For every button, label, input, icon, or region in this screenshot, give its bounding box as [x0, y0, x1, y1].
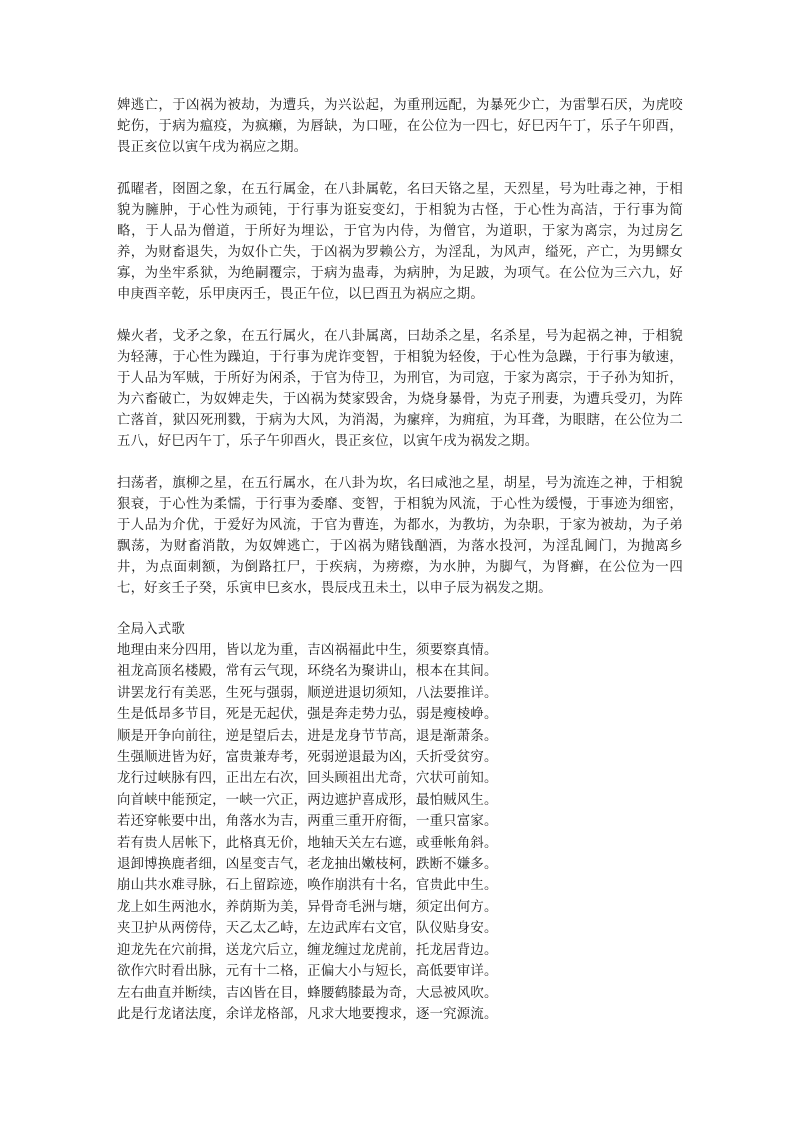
paragraph-guyao: 孤曜者，囹圄之象，在五行属金，在八卦属乾，名曰天铬之星，天烈星，号为吐毒之神，于相貌为臃肿，于心性为顽钝，于行事为诳妄变幻，于相貌为古怪，于心性为高洁，于行事为简略，于人品为僧道，于所好为埋讼，于官为内侍，为僧官，为道职，于家为离宗，为过房乞养，为财畜退失，为奴仆亡失，于凶祸为罗赖公方，为淫乱，为风声，缢死，产亡，为男鳏女寡，为坐牢系狱，为绝嗣覆宗，于病为蛊毒，为病肿，为足跛，为项气。在公位为三六九，好申庚酉辛乾，乐甲庚丙壬，畏正午位，以巳酉丑为祸应之期。: [117, 182, 683, 302]
poem-line: 地理由来分四用，皆以龙为重，吉凶祸福此中生，须要察真情。: [117, 643, 498, 658]
poem-line: 欲作穴时看出脉，元有十二格，正偏大小与短长，高低要审详。: [117, 964, 498, 980]
poem-line: 崩山共水难寻脉，石上留踪迹，唤作崩洪有十名，官贵此中生。: [117, 878, 498, 894]
poem-line: 若还穿帐要中出，角落水为吉，两重三重开府衙，一重只富家。: [117, 814, 498, 830]
poem-line: 龙行过峡脉有四，正出左右次，回头顾祖出尤奇，穴状可前知。: [117, 771, 498, 787]
poem-line: 左右曲直并断续，吉凶皆在目，蜂腰鹤膝最为奇，大忌被风吹。: [117, 985, 498, 1001]
poem-title: 全局入式歌: [117, 622, 185, 637]
poem-line: 祖龙高顶名楼殿，常有云气现，环绕名为聚讲山，根本在其间。: [117, 664, 498, 680]
poem-line: 生强顺进皆为好，富贵兼寿考，死弱逆退最为凶，夭折受贫穷。: [117, 750, 498, 766]
poem-line: 夹卫护从两傍侍，天乙太乙峙，左边武库右文官，队仪贴身安。: [117, 921, 498, 937]
poem-line: 顺是开争向前往，逆是望后去，进是龙身节节高，退是渐萧条。: [117, 728, 498, 744]
poem-line: 讲罢龙行有美恶，生死与强弱，顺逆进退切须知，八法要推详。: [117, 685, 498, 701]
poem-line: 向首峡中能预定，一峡一穴正，两边遮护喜成形，最怕贼风生。: [117, 792, 498, 808]
poem-line: 退卸博换鹿者细，凶星变吉气，老龙抽出嫩枝柯，跌断不嫌多。: [117, 857, 498, 873]
paragraph-zaohuo: 燥火者，戈矛之象，在五行属火，在八卦属离，曰劫杀之星，名杀星，号为起祸之神，于相貌为轻薄，于心性为躁迫，于行事为虎诈变智，于相貌为轻俊，于心性为急躁，于行事为敏速，于人品为军贼，于所好为闲杀，于官为侍卫，为刑官，为司寇，于家为离宗，于子孙为知折，为六畜破亡，为奴婢走失，于凶祸为焚家毁舍，为烧身暴骨，为克子刑妻，为遭兵受刃，为阵亡落首，狱囚死刑戮，于病为大风，为消渴，为瘰痒，为痈疽，为耳聋，为眼瞎，在公位为二五八，好巳丙午丁，乐子午卯酉火，畏正亥位，以寅午戌为祸发之期。: [117, 329, 683, 449]
poem-line: 此是行龙诸法度，余详龙格部，凡求大地要搜求，逐一究源流。: [117, 1006, 498, 1022]
poem-line: 迎龙先在穴前揖，送龙穴后立，缠龙缠过龙虎前，托龙居背边。: [117, 942, 498, 958]
poem-line: 龙上如生两池水，养荫斯为美，异骨奇毛洲与塘，须定出何方。: [117, 899, 498, 915]
paragraph-saodang: 扫荡者，旗柳之星，在五行属水，在八卦为坎，名曰咸池之星，胡星，号为流连之神，于相貌狠衰，于心性为柔懦，于行事为委靡、变智，于相貌为风流，于心性为缓慢，于事迹为细密，于人品为介优，于爱好为风流，于官为曹连，为都水，为教坊，为杂职，于家为被劫，为子弟飘荡，为财畜消散，为奴婢逃亡，于凶祸为赌钱酗酒，为落水投河，为淫乱阃门，为抛离乡井，为点面刺额，为倒路扛尸，于疾病，为痨瘵，为水肿，为脚气，为肾癣，在公位为一四七，好亥壬子癸，乐寅申巳亥水，畏辰戌丑未土，以申子辰为祸发之期。: [117, 476, 683, 596]
poem-lines: [117, 640, 683, 1025]
poem-line: 若有贵人居帐下，此格真无价，地轴天关左右遮，或垂帐角斜。: [117, 835, 498, 851]
poem-line: 生是低昂多节目，死是无起伏，强是奔走势力弘，弱是瘦棱峥。: [117, 707, 498, 723]
document-page: [117, 95, 683, 1025]
paragraph-continuation: 婢逃亡，于凶祸为被劫，为遭兵，为兴讼起，为重刑远配，为暴死少亡，为雷掣石厌，为虎咬蛇伤，于病为瘟疫，为疯癞，为唇缺，为口哑，在公位为一四七，好巳丙午丁，乐子午卯酉，畏正亥位以寅午戌为祸应之期。: [117, 98, 683, 155]
